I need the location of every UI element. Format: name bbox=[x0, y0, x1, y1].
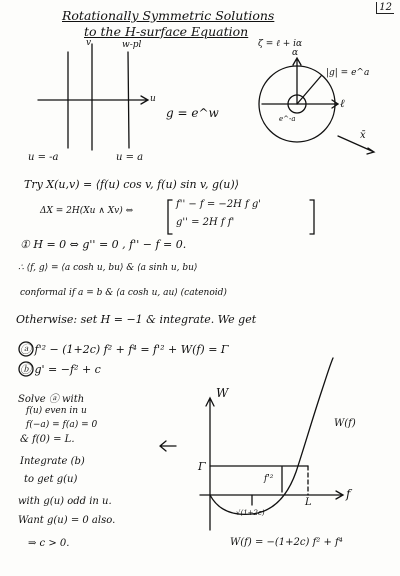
graph-formula: W(f) = −(1+2c) f² + f⁴ bbox=[230, 537, 343, 548]
equation-b: ⓑ g' = −f² + c bbox=[20, 363, 101, 376]
try-equation: Try X(u,v) = ⟨f(u) cos v, f(u) sin v, g(u)⟩ bbox=[24, 178, 239, 191]
label-v: v bbox=[86, 38, 92, 48]
equation-a: ⓐ f'² − (1+2c) f² + f⁴ = f'² + W(f) = Γ bbox=[20, 343, 229, 356]
note-line: Integrate (b) bbox=[20, 456, 85, 467]
annulus-radius bbox=[297, 76, 321, 104]
strip-line-right bbox=[128, 52, 129, 148]
map-label: g = e^w bbox=[166, 106, 219, 120]
laplace-equation: ΔX = 2H(Xu ∧ Xv) ⇔ bbox=[40, 206, 134, 216]
note-line: ⇒ c > 0. bbox=[28, 538, 70, 549]
graph-fprime-label: f'² bbox=[264, 474, 274, 484]
ell-label: ℓ bbox=[340, 97, 345, 110]
graph-L-label: L bbox=[305, 497, 312, 508]
x-vector-label: x̄ bbox=[360, 130, 366, 141]
otherwise-line: Otherwise: set H = −1 & integrate. We get bbox=[16, 313, 257, 326]
note-line: to get g(u) bbox=[24, 474, 78, 485]
graph-y-label: W bbox=[216, 386, 229, 400]
inner-radius-label: e^-a bbox=[279, 115, 296, 123]
graph-gamma-label: Γ bbox=[198, 460, 206, 473]
left-arrow bbox=[160, 441, 176, 451]
graph-x-label: f bbox=[346, 487, 351, 501]
x-vec-arrow bbox=[338, 136, 374, 154]
modulus-label: |g| = e^a bbox=[326, 68, 370, 78]
label-u: u bbox=[150, 94, 156, 104]
w-curve bbox=[210, 358, 333, 514]
conformal-note: conformal if a = b & ⟨a cosh u, au⟩ (catenoid) bbox=[20, 288, 227, 298]
page-number: 12 bbox=[376, 2, 394, 14]
note-line: Solve ⓐ with bbox=[18, 394, 85, 405]
label-u-a: u = a bbox=[116, 152, 144, 163]
note-line: with g(u) odd in u. bbox=[18, 496, 112, 507]
graph-root-label: √(1+2c) bbox=[236, 509, 265, 517]
note-line: Want g(u) = 0 also. bbox=[18, 515, 116, 526]
note-line: & f(0) = L. bbox=[20, 434, 75, 445]
system-bracket-right bbox=[310, 200, 314, 234]
case-one: ① H = 0 ⇔ g'' = 0 , f'' − f = 0. bbox=[20, 238, 187, 251]
system-line-2: g'' = 2H f f' bbox=[176, 217, 235, 228]
label-w-pl: w-pl bbox=[122, 40, 142, 50]
label-u-minus-a: u = -a bbox=[28, 152, 59, 163]
system-bracket-left bbox=[168, 200, 172, 234]
title-line-2: to the H-surface Equation bbox=[84, 24, 249, 39]
graph-curve-label: W(f) bbox=[334, 418, 356, 429]
zeta-label: ζ = ℓ + iα bbox=[258, 39, 303, 49]
case-one-solutions: ∴ ⟨f, g⟩ = ⟨a cosh u, bu⟩ & ⟨a sinh u, bu⟩ bbox=[18, 263, 198, 273]
system-line-1: f'' − f = −2H f g' bbox=[176, 199, 262, 210]
note-line: f(u) even in u bbox=[26, 406, 87, 416]
alpha-label: α bbox=[292, 48, 299, 58]
title-line-1: Rotationally Symmetric Solutions bbox=[62, 8, 275, 23]
note-line: f(−a) = f(a) = 0 bbox=[26, 420, 98, 430]
